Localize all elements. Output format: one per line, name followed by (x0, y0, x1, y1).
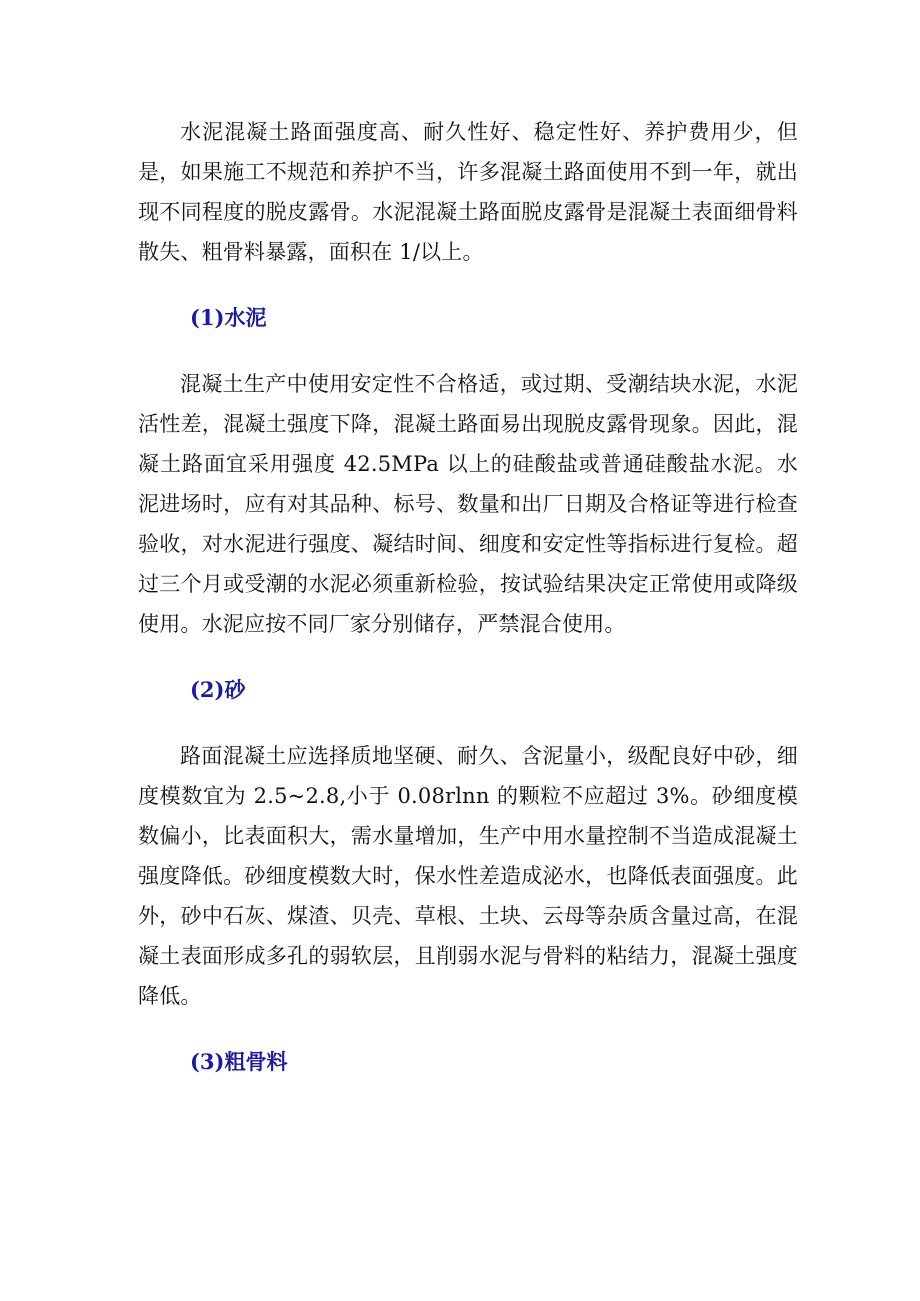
section-body-cement: 混凝土生产中使用安定性不合格适，或过期、受潮结块水泥，水泥活性差，混凝土强度下降，混凝土路面易出现脱皮露骨现象。因此，混凝土路面宜采用强度 42.5MPa 以上的硅酸盐或普通硅酸盐水泥。水泥进场时，应有对其品种、标号、数量和出厂日期及合格证等进行检查验收，对水泥进行强度、凝结时间、细度和安定性等指标进行复检。超过三个月或受潮的水泥必须重新检验，按试验结果决定正常使用或降级使用。水泥应按不同厂家分别储存，严禁混合使用。 (138, 372, 798, 636)
intro-paragraph: 水泥混凝土路面强度高、耐久性好、稳定性好、养护费用少，但是，如果施工不规范和养护不当，许多混凝土路面使用不到一年，就出现不同程度的脱皮露骨。水泥混凝土路面脱皮露骨是混凝土表面细骨料散失、粗骨料暴露，面积在 1/以上。 (138, 120, 798, 264)
section-heading-cement: (1)水泥 (190, 305, 267, 330)
spacer (138, 1016, 798, 1042)
section-heading-sand: (2)砂 (190, 677, 246, 702)
spacer (138, 338, 798, 364)
spacer (138, 272, 798, 298)
spacer (138, 710, 798, 736)
section-heading-coarse-aggregate: (3)粗骨料 (190, 1049, 288, 1074)
spacer (138, 644, 798, 670)
section-body-sand: 路面混凝土应选择质地坚硬、耐久、含泥量小，级配良好中砂，细度模数宜为 2.5~2.8,小于 0.08rlnn 的颗粒不应超过 3%。砂细度模数偏小，比表面积大，需水量增加，生产中用水量控制不当造成混凝土强度降低。砂细度模数大时，保水性差造成泌水，也降低表面强度。此外，砂中石灰、煤渣、贝壳、草根、土块、云母等杂质含量过高，在混凝土表面形成多孔的弱软层，且削弱水泥与骨料的粘结力，混凝土强度降低。 (138, 744, 798, 1008)
document-body (138, 112, 798, 1082)
